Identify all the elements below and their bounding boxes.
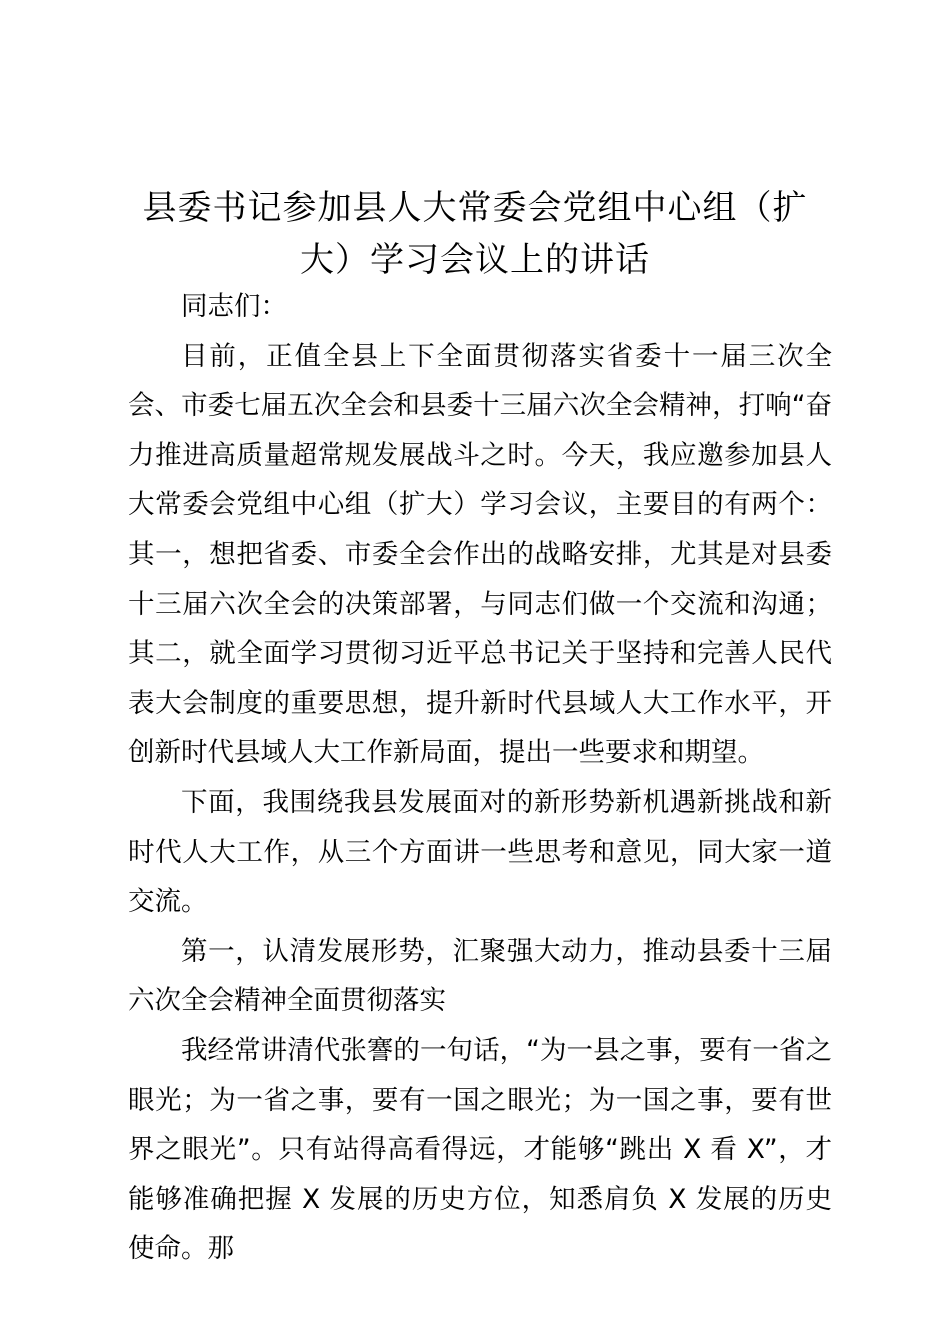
paragraph-quote: 我经常讲清代张謇的一句话，“为一县之事，要有一省之眼光；为一省之事，要有一国之眼光；为一国之事，要有世界之眼光”。只有站得高看得远，才能够“跳出 X 看 X”，才能够准确把握 X 发展的历史方位，知悉肩负 X 发展的历史使命。那 bbox=[128, 1034, 832, 1265]
section-heading-first: 第一，认清发展形势，汇聚强大动力，推动县委十三届六次全会精神全面贯彻落实 bbox=[128, 935, 832, 1017]
document-title: 县委书记参加县人大常委会党组中心组（扩大）学习会议上的讲话 bbox=[142, 188, 808, 280]
paragraph-outline: 下面，我围绕我县发展面对的新形势新机遇新挑战和新时代人大工作，从三个方面讲一些思考和意见，同大家一道交流。 bbox=[128, 786, 832, 918]
salutation: 同志们： bbox=[181, 291, 287, 322]
paragraph-opening: 目前，正值全县上下全面贯彻落实省委十一届三次全会、市委七届五次全会和县委十三届六次全会精神，打响“奋力推进高质量超常规发展战斗之时。今天，我应邀参加县人大常委会党组中心组（扩大）学习会议，主要目的有两个：其一，想把省委、市委全会作出的战略安排，尤其是对县委十三届六次全会的决策部署，与同志们做一个交流和沟通；其二，就全面学习贯彻习近平总书记关于坚持和完善人民代表大会制度的重要思想，提升新时代县域人大工作水平，开创新时代县域人大工作新局面，提出一些要求和期望。 bbox=[128, 340, 832, 769]
document-body bbox=[128, 282, 832, 1274]
